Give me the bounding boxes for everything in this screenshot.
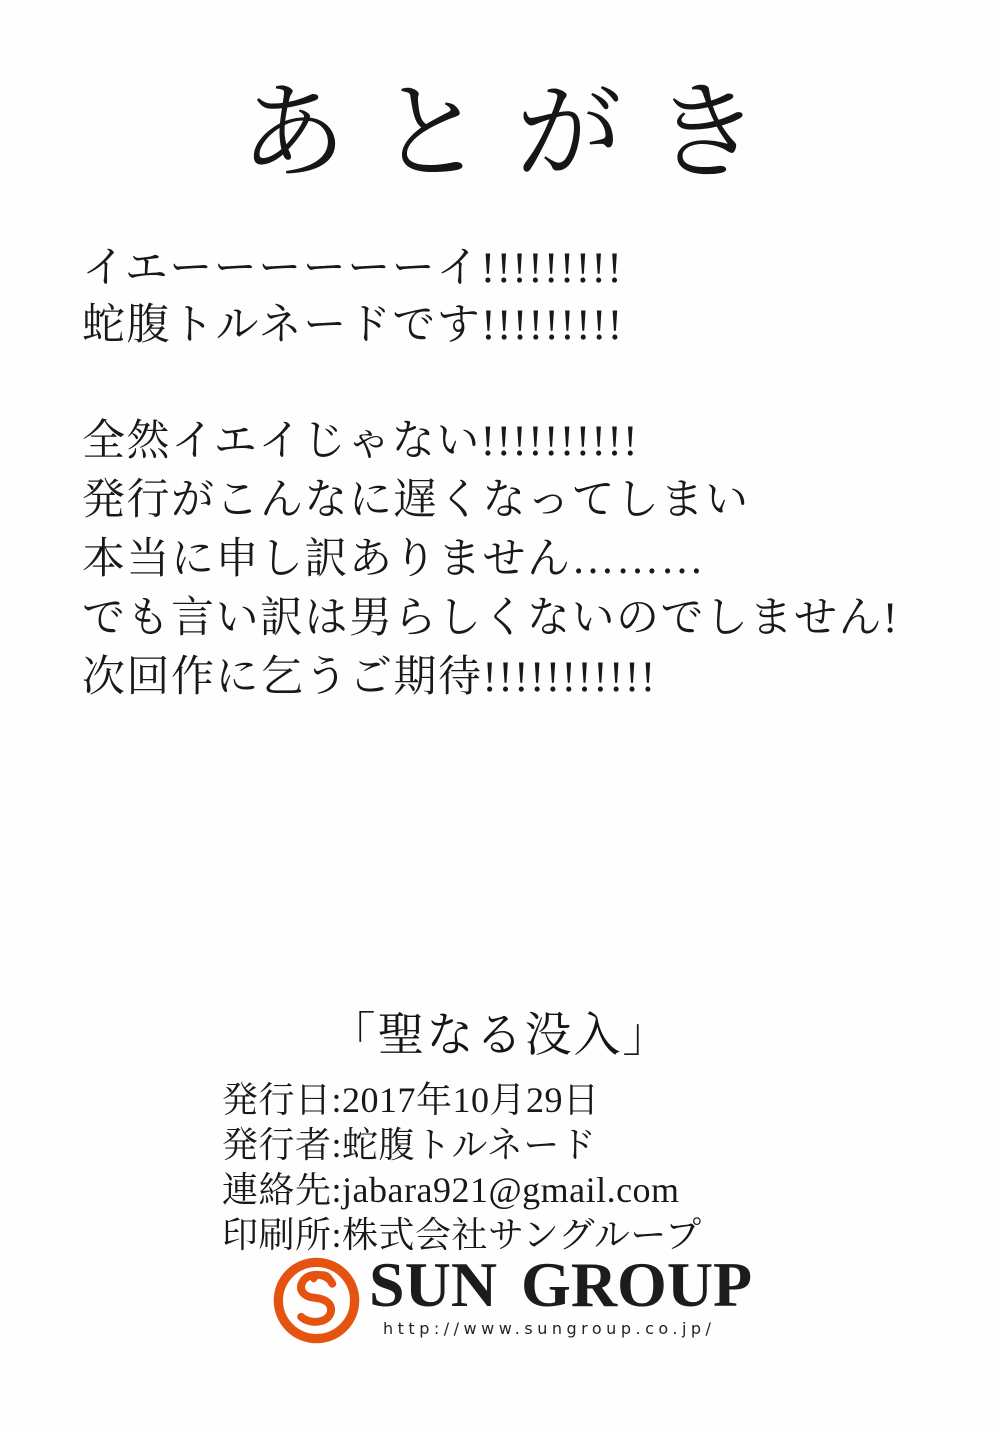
colophon-entry-publish-date (222, 1078, 702, 1123)
colophon-value: jabara921@gmail.com (342, 1170, 680, 1210)
colophon-entry-contact (222, 1168, 702, 1213)
book-title: 「聖なる没入」 (328, 1010, 672, 1062)
afterword-line: 蛇腹トルネードです!!!!!!!!! (82, 302, 624, 349)
page-title: あとがき (240, 75, 792, 192)
afterword-line: 発行がこんなに遅くなってしまい (82, 477, 750, 524)
afterword-paragraph-greeting (82, 240, 624, 354)
colophon-value: 株式会社サングループ (342, 1215, 702, 1255)
afterword-line: 本当に申し訳ありません……… (82, 536, 705, 583)
colophon (222, 1078, 702, 1258)
afterword-line: でも言い訳は男らしくないのでしません! (82, 595, 899, 642)
printer-url: http://www.sungroup.co.jp/ (383, 1319, 716, 1338)
afterword-paragraph-apology (82, 412, 899, 707)
colophon-label: 印刷所: (222, 1215, 343, 1255)
colophon-entry-publisher (222, 1123, 702, 1168)
colophon-label: 発行者: (222, 1125, 343, 1165)
colophon-value: 2017年10月29日 (342, 1080, 600, 1120)
afterword-line: 全然イエイじゃない!!!!!!!!!! (82, 418, 639, 465)
printer-name: SUN GROUP (369, 1249, 753, 1320)
printer-logo (270, 1249, 753, 1347)
afterword-line: 次回作に乞うご期待!!!!!!!!!!! (82, 654, 657, 701)
printer-logo-text (369, 1249, 753, 1338)
colophon-label: 発行日: (222, 1080, 343, 1120)
colophon-value: 蛇腹トルネード (342, 1125, 597, 1165)
sun-group-logo-icon (270, 1254, 363, 1347)
colophon-label: 連絡先: (222, 1170, 343, 1210)
afterword-line: イエーーーーーーイ!!!!!!!!! (82, 245, 624, 292)
